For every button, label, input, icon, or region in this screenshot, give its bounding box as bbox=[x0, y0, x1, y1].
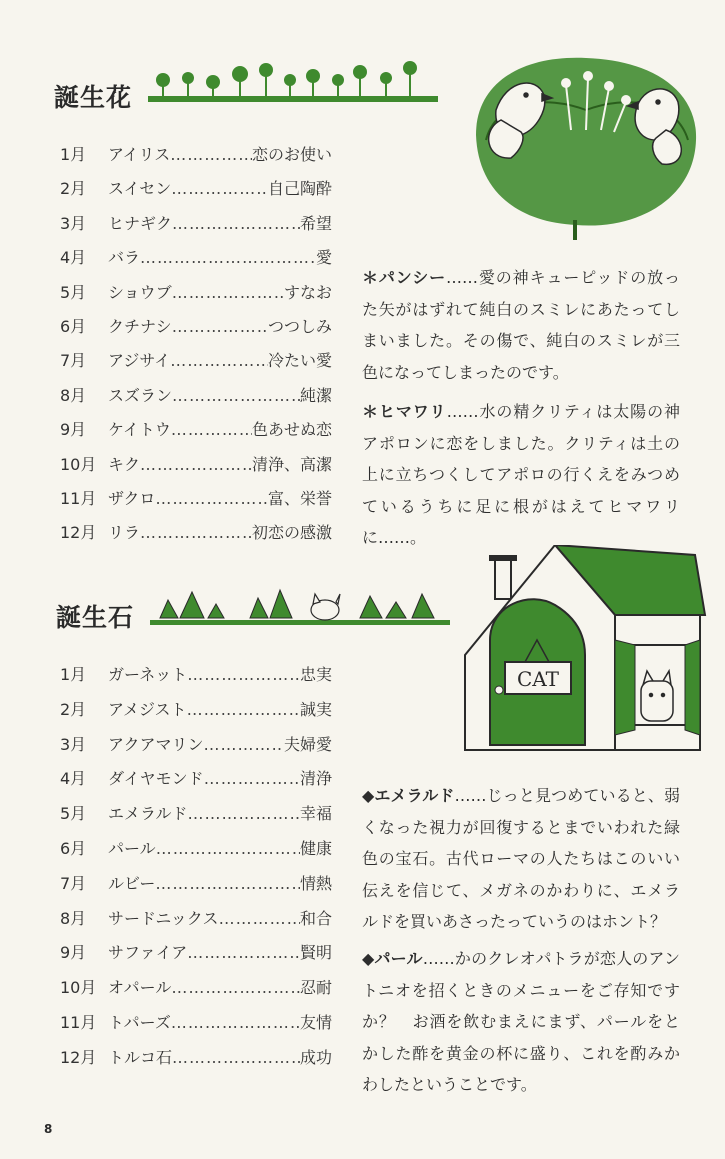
cat-house-illustration bbox=[455, 545, 710, 760]
flower-row: 6月 クチナシ ………………………………………………………… つつしみ bbox=[60, 314, 332, 348]
flower-row: 10月 キク ………………………………………………………… 清浄、高潔 bbox=[60, 452, 332, 486]
stone-row: 8月 サードニックス ………………………………………………………… 和合 bbox=[60, 906, 332, 941]
birth-flower-list bbox=[60, 142, 332, 555]
stone-row: 11月 トパーズ ………………………………………………………… 友情 bbox=[60, 1010, 332, 1045]
page-number: 8 bbox=[44, 1122, 53, 1136]
stone-row: 6月 パール ………………………………………………………… 健康 bbox=[60, 836, 332, 871]
flower-row: 9月 ケイトウ ………………………………………………………… 色あせぬ恋 bbox=[60, 417, 332, 451]
flower-row: 5月 ショウブ ………………………………………………………… すなお bbox=[60, 280, 332, 314]
flower-row: 12月 リラ ………………………………………………………… 初恋の感激 bbox=[60, 520, 332, 554]
flower-row: 1月 アイリス ………………………………………………………… 恋のお使い bbox=[60, 142, 332, 176]
birth-stone-list bbox=[60, 662, 332, 1080]
stone-row: 2月 アメジスト ………………………………………………………… 誠実 bbox=[60, 697, 332, 732]
flower-row: 2月 スイセン ………………………………………………………… 自己陶酔 bbox=[60, 176, 332, 210]
house-sign-text: CAT bbox=[517, 667, 559, 691]
pearl-paragraph: ◆パール……かのクレオパトラが恋人のアントニオを招くときのメニューをご存知ですか？ お酒を飲むまえにまず、パールをとかした酢を黄金の杯に盛り、これを酌みかわしたということです。 bbox=[362, 949, 680, 1094]
stone-row: 12月 トルコ石 ………………………………………………………… 成功 bbox=[60, 1045, 332, 1080]
gem-border-illustration bbox=[150, 578, 465, 634]
birth-flower-title: 誕生花 bbox=[54, 83, 133, 112]
stone-row: 5月 エメラルド ………………………………………………………… 幸福 bbox=[60, 801, 332, 836]
birth-stone-title: 誕生石 bbox=[56, 603, 135, 632]
flower-row: 11月 ザクロ ………………………………………………………… 富、栄誉 bbox=[60, 486, 332, 520]
emerald-paragraph: ◆エメラルド……じっと見つめていると、弱くなった視力が回復するとまでいわれた緑色の宝石。古代ローマの人たちはこのいい伝えを信じて、メガネのかわりに、エメラルドを買いあさったっていうのはホント？ bbox=[362, 786, 680, 931]
birds-bouquet-illustration bbox=[466, 40, 706, 245]
pansy-paragraph: ＊パンシー……愛の神キューピッドの放った矢がはずれて純白のスミレにあたってしまいました。その傷で、純白のスミレが三色になってしまったのです。 bbox=[362, 268, 680, 382]
stone-row: 3月 アクアマリン ………………………………………………………… 夫婦愛 bbox=[60, 732, 332, 767]
flower-row: 7月 アジサイ ………………………………………………………… 冷たい愛 bbox=[60, 348, 332, 382]
stone-row: 4月 ダイヤモンド ………………………………………………………… 清浄 bbox=[60, 766, 332, 801]
himawari-paragraph: ＊ヒマワリ……水の精クリティは太陽の神アポロンに恋をしました。クリティは土の上に立ちつくしてアポロの行くえをみつめているうちに足に根がはえてヒマワリに……。 bbox=[362, 402, 680, 547]
flower-row: 3月 ヒナギク ………………………………………………………… 希望 bbox=[60, 211, 332, 245]
stone-row: 10月 オパール ………………………………………………………… 忍耐 bbox=[60, 975, 332, 1010]
flower-row: 4月 バラ ………………………………………………………… 愛 bbox=[60, 245, 332, 279]
flower-row: 8月 スズラン ………………………………………………………… 純潔 bbox=[60, 383, 332, 417]
stone-row: 7月 ルビー ………………………………………………………… 情熱 bbox=[60, 871, 332, 906]
flower-border-illustration bbox=[148, 50, 448, 110]
stone-row: 9月 サファイア ………………………………………………………… 賢明 bbox=[60, 940, 332, 975]
stone-row: 1月 ガーネット ………………………………………………………… 忠実 bbox=[60, 662, 332, 697]
